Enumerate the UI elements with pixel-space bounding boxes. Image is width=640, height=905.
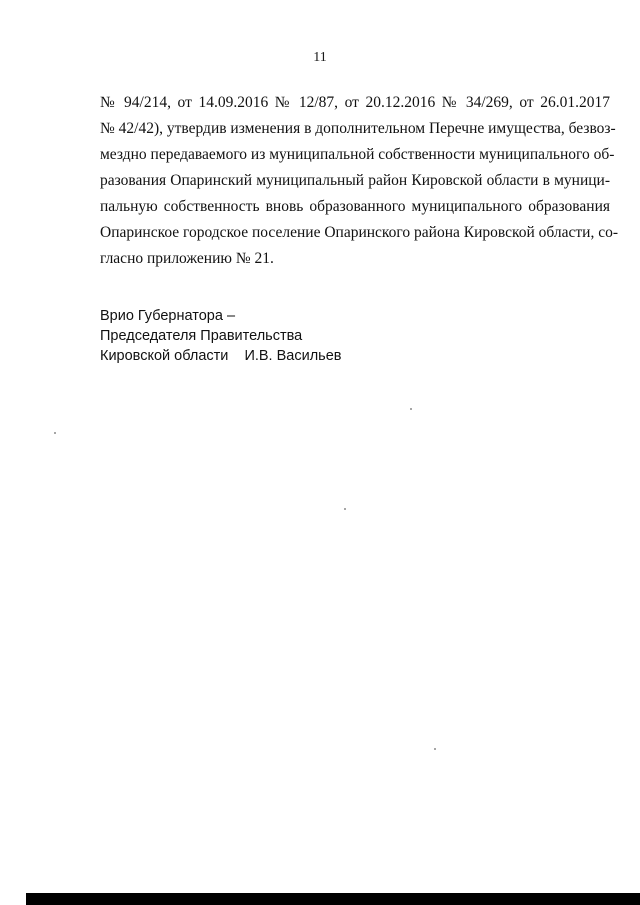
body-line: № 42/42), утвердив изменения в дополнительном Перечне имущества, безвоз- <box>100 120 616 137</box>
signature-title-line3 <box>100 346 341 366</box>
scan-speck <box>410 408 412 410</box>
signature-title-line1: Врио Губернатора – <box>100 308 236 324</box>
page-number: 11 <box>313 50 327 65</box>
body-line: Опаринское городское поселение Опаринского района Кировской области, со- <box>100 224 619 241</box>
signatory-name: И.В. Васильев <box>244 348 342 364</box>
body-line: мездно передаваемого из муниципальной собственности муниципального об- <box>100 146 615 163</box>
body-paragraph <box>100 90 619 272</box>
signature-block <box>100 306 341 366</box>
scan-speck <box>54 432 56 434</box>
body-line: гласно приложению № 21. <box>100 250 274 267</box>
body-line: разования Опаринский муниципальный район Кировской области в муници- <box>100 172 610 189</box>
body-line: пальную собственность вновь образованного муниципального образования <box>100 198 610 215</box>
scan-speck <box>344 508 346 510</box>
scan-speck <box>434 748 436 750</box>
scan-edge-bar <box>26 893 640 905</box>
signature-org: Кировской области <box>100 348 229 364</box>
signature-title-line2: Председателя Правительства <box>100 328 303 344</box>
body-line: № 94/214, от 14.09.2016 № 12/87, от 20.12.2016 № 34/269, от 26.01.2017 <box>100 94 610 111</box>
